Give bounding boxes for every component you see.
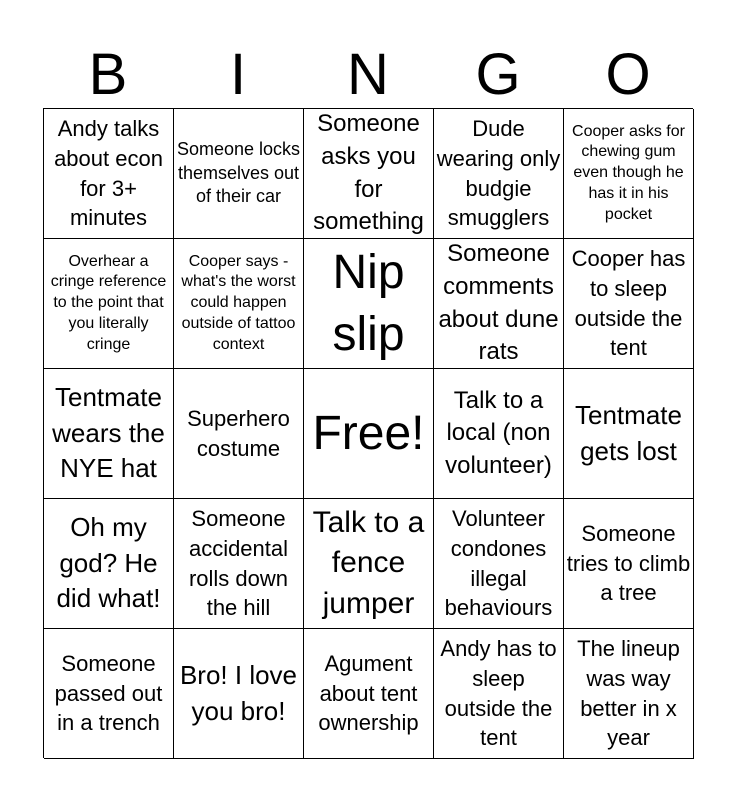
bingo-cell-r3c3[interactable]	[304, 369, 434, 499]
bingo-cell-r4c3[interactable]	[304, 499, 434, 629]
bingo-cell-r5c1[interactable]	[44, 629, 174, 759]
bingo-cell-r5c5[interactable]	[564, 629, 694, 759]
bingo-cell-r1c5[interactable]	[564, 109, 694, 239]
bingo-cell-r1c2[interactable]	[174, 109, 304, 239]
bingo-cell-text: Someone comments about dune rats	[438, 240, 559, 366]
bingo-cell-text: Someone passed out in a trench	[54, 650, 163, 736]
bingo-cell-r1c1[interactable]	[44, 109, 174, 239]
bingo-cell-r5c2[interactable]	[174, 629, 304, 759]
header-letter-n: N	[347, 42, 389, 107]
bingo-cell-text: Cooper has to sleep outside the tent	[571, 245, 686, 361]
bingo-cell-text: Someone accidental rolls down the hill	[188, 505, 289, 621]
bingo-cell-text: Agument about tent ownership	[318, 650, 419, 736]
bingo-cell-text: Free!	[312, 406, 425, 460]
bingo-cell-text: Tentmate wears the NYE hat	[52, 381, 165, 484]
bingo-cell-text: Someone tries to climb a tree	[566, 520, 691, 606]
bingo-cell-r3c5[interactable]	[564, 369, 694, 499]
bingo-cell-r2c4[interactable]	[434, 239, 564, 369]
bingo-cell-text: Bro! I love you bro!	[179, 659, 298, 726]
bingo-cell-text: Oh my god? He did what!	[56, 511, 161, 614]
bingo-cell-r5c4[interactable]	[434, 629, 564, 759]
bingo-cell-text: Superhero costume	[187, 405, 290, 461]
bingo-cell-r5c3[interactable]	[304, 629, 434, 759]
bingo-grid	[43, 108, 693, 758]
bingo-cell-text: Talk to a fence jumper	[312, 505, 425, 620]
bingo-cell-r4c2[interactable]	[174, 499, 304, 629]
bingo-cell-r2c3[interactable]	[304, 239, 434, 369]
bingo-cell-text: Nip slip	[332, 246, 405, 361]
bingo-cell-r1c3[interactable]	[304, 109, 434, 239]
bingo-cell-r4c1[interactable]	[44, 499, 174, 629]
bingo-cell-text: Tentmate gets lost	[575, 399, 682, 466]
header-letter-g: G	[475, 42, 521, 107]
bingo-cell-r2c2[interactable]	[174, 239, 304, 369]
bingo-cell-text: Cooper says - what's the worst could happen outside of tattoo context	[181, 252, 296, 353]
bingo-cell-text: Overhear a cringe reference to the point that you literally cringe	[50, 252, 167, 353]
bingo-cell-text: Someone locks themselves out of their car	[176, 138, 301, 207]
bingo-cell-r2c1[interactable]	[44, 239, 174, 369]
bingo-header	[43, 44, 693, 106]
bingo-cell-r3c2[interactable]	[174, 369, 304, 499]
header-letter-o: O	[605, 42, 651, 107]
bingo-cell-text: The lineup was way better in x year	[577, 635, 680, 751]
bingo-cell-r4c4[interactable]	[434, 499, 564, 629]
header-letter-b: B	[88, 42, 128, 107]
bingo-cell-text: Dude wearing only budgie smugglers	[436, 115, 561, 231]
bingo-cell-r3c1[interactable]	[44, 369, 174, 499]
bingo-cell-text: Andy has to sleep outside the tent	[440, 635, 557, 751]
bingo-cell-text: Someone asks you for something	[313, 110, 424, 236]
bingo-cell-r4c5[interactable]	[564, 499, 694, 629]
header-letter-i: I	[229, 42, 247, 107]
bingo-cell-text: Andy talks about econ for 3+ minutes	[54, 115, 163, 231]
bingo-cell-text: Cooper asks for chewing gum even though he has it in his pocket	[572, 122, 685, 223]
bingo-cell-text: Talk to a local (non volunteer)	[445, 386, 552, 479]
bingo-cell-r2c5[interactable]	[564, 239, 694, 369]
bingo-cell-text: Volunteer condones illegal behaviours	[444, 505, 553, 621]
bingo-cell-r1c4[interactable]	[434, 109, 564, 239]
bingo-cell-r3c4[interactable]	[434, 369, 564, 499]
